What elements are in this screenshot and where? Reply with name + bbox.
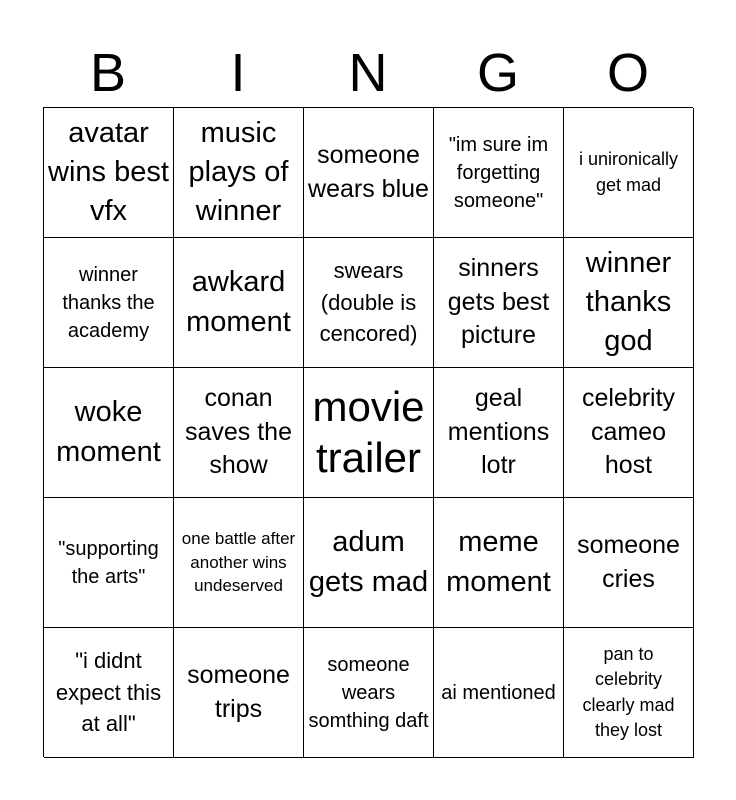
bingo-cell[interactable]: woke moment: [44, 368, 174, 498]
header-letter-n: N: [348, 43, 388, 103]
bingo-cell[interactable]: movie trailer: [304, 368, 434, 498]
bingo-cell[interactable]: someone wears somthing daft: [304, 628, 434, 758]
header-letter-g: G: [476, 43, 519, 103]
header-letter-i: I: [230, 43, 246, 103]
bingo-cell[interactable]: geal mentions lotr: [434, 368, 564, 498]
bingo-cell[interactable]: winner thanks the academy: [44, 238, 174, 368]
bingo-cell[interactable]: conan saves the show: [174, 368, 304, 498]
bingo-cell[interactable]: i unironically get mad: [564, 108, 694, 238]
bingo-cell[interactable]: one battle after another wins undeserved: [174, 498, 304, 628]
bingo-cell[interactable]: meme moment: [434, 498, 564, 628]
bingo-cell[interactable]: pan to celebrity clearly mad they lost: [564, 628, 694, 758]
bingo-cell[interactable]: celebrity cameo host: [564, 368, 694, 498]
bingo-cell[interactable]: music plays of winner: [174, 108, 304, 238]
bingo-grid: [43, 107, 693, 757]
bingo-cell[interactable]: adum gets mad: [304, 498, 434, 628]
bingo-cell[interactable]: ai mentioned: [434, 628, 564, 758]
bingo-cell[interactable]: avatar wins best vfx: [44, 108, 174, 238]
bingo-cell[interactable]: someone trips: [174, 628, 304, 758]
bingo-cell[interactable]: "supporting the arts": [44, 498, 174, 628]
bingo-cell[interactable]: someone wears blue: [304, 108, 434, 238]
bingo-cell[interactable]: awkard moment: [174, 238, 304, 368]
header-letter-o: O: [606, 43, 649, 103]
bingo-cell[interactable]: sinners gets best picture: [434, 238, 564, 368]
bingo-cell[interactable]: swears (double is cencored): [304, 238, 434, 368]
bingo-cell[interactable]: someone cries: [564, 498, 694, 628]
bingo-header: [43, 38, 693, 108]
bingo-cell[interactable]: "im sure im forgetting someone": [434, 108, 564, 238]
bingo-cell[interactable]: "i didnt expect this at all": [44, 628, 174, 758]
header-letter-b: B: [89, 43, 127, 103]
bingo-cell[interactable]: winner thanks god: [564, 238, 694, 368]
